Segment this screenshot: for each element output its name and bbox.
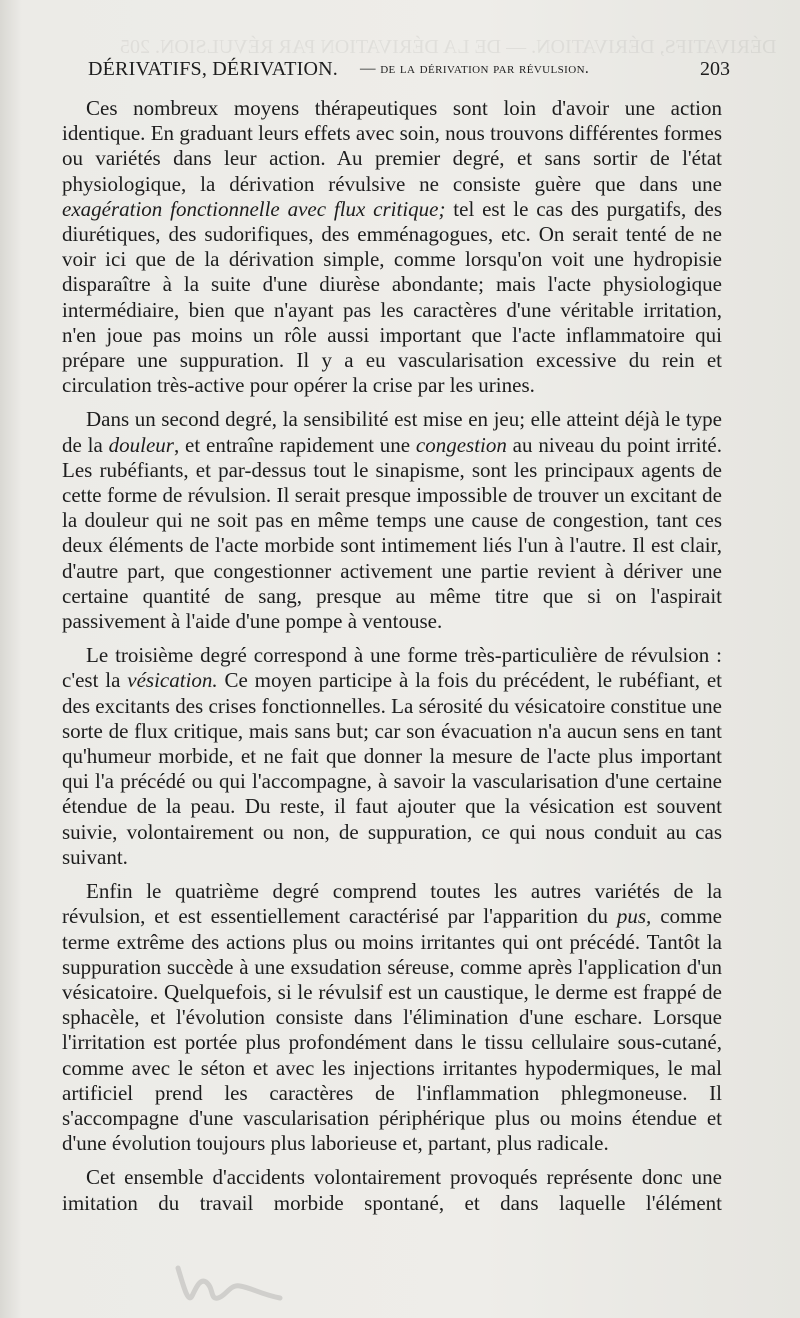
paragraph-4 — [62, 879, 722, 1156]
paragraph-2-text-c: au niveau du point irrité. Les rubéfiants, et par-dessus tout le sinapisme, sont les principaux agents de cette forme de révulsion. Il serait presque impossible de trouver un excitant de la douleur qui ne soit pas en même temps une cause de congestion, tant ces deux éléments de l'acte morbide sont intimement liés l'un à l'autre. Il est clair, d'autre part, que congestionner activement une partie revient à dériver une certaine quantité de sang, presque au même titre que si on l'aspirait passivement à l'aide d'une pompe à ventouse. — [62, 432, 722, 634]
page-number: 203 — [700, 58, 730, 80]
paragraph-2-italic-b: congestion — [415, 432, 507, 457]
paragraph-1-italic: exagération fonctionnelle avec flux critique; — [62, 196, 446, 221]
header-subtitle — [360, 60, 589, 78]
paragraph-2 — [62, 407, 722, 634]
paragraph-4-text-a: Enfin le quatrième degré comprend toutes les autres variétés de la révulsion, et est essentiellement caractérisé par l'apparition du — [62, 879, 722, 929]
paragraph-2-italic-a: douleur — [108, 432, 174, 457]
pencil-mark — [170, 1248, 290, 1308]
paragraph-1-text-b: tel est le cas des purgatifs, des diurétiques, des sudorifiques, des emménagogues, etc. On serait tenté de ne voir ici que de la dérivation simple, comme lorsqu'on voit une hydropisie disparaître à la suite d'une diurèse abondante; mais l'acte physiologique intermédiaire, bien que n'ayant pas les caractères d'une véritable irritation, n'en joue pas moins un rôle aussi important que l'acte inflammatoire qui prépare une suppuration. Il y a eu vascularisation excessive du rein et circulation très-active pour opérer la crise par les urines. — [62, 196, 723, 398]
paragraph-3-text-b: Ce moyen participe à la fois du précédent, le rubéfiant, et des excitants des crises fonctionnelles. La sérosité du vésicatoire constitue une sorte de flux critique, mais sans but; car son évacuation n'a aucun sens en tant qu'humeur morbide, et ne fait que donner la mesure de l'acte plus important qui l'a précédé ou qui l'accompagne, à savoir la vascularisation d'une certaine étendue de la peau. Du reste, il faut ajouter que la vésication est souvent suivie, volontairement ou non, de suppuration, ce qui nous conduit au cas suivant. — [62, 668, 722, 869]
paragraph-1-text-a: Ces nombreux moyens thérapeutiques sont loin d'avoir une action identique. En graduant leurs effets avec soin, nous trouvons différentes formes ou variétés dans leur action. Au premier degré, et sans sortir de l'état physiologique, la dérivation révulsive ne consiste guère que dans une — [62, 96, 722, 196]
paragraph-2-text-b: , et entraîne rapidement une — [173, 432, 416, 457]
body-text — [62, 96, 722, 1225]
paragraph-3-text-a: Le troisième degré correspond à une forme très-particulière de révulsion : c'est la — [62, 643, 722, 693]
paragraph-5 — [62, 1165, 722, 1215]
paragraph-3 — [62, 643, 722, 870]
paragraph-3-italic: vésication. — [127, 668, 218, 693]
bleed-through-header: DÉRIVATIFS, DÉRIVATION. — DE LA DÉRIVATION PAR RÉVULSION. 205 — [120, 36, 777, 58]
paragraph-1 — [62, 96, 722, 398]
paragraph-5-text: Cet ensemble d'accidents volontairement provoqués représente donc une imitation du travail morbide spontané, et dans laquelle l'élément — [62, 1165, 722, 1215]
paragraph-4-text-b: comme terme extrême des actions plus ou moins irritantes qui ont précédé. Tantôt la suppuration succède à une exsudation séreuse, comme après l'application d'un vésicatoire. Quelquefois, si le révulsif est un caustique, le derme est frappé de sphacèle, et l'évolution consiste dans l'élimination d'une eschare. Lorsque l'irritation est portée plus profondément dans le tissu cellulaire sous-cutané, comme avec le séton et avec les injections irritantes hypodermiques, le mal artificiel prend les caractères de l'inflammation phlegmoneuse. Il s'accompagne d'une vascularisation périphérique plus ou moins étendue et d'une évolution toujours plus laborieuse et, partant, plus radicale. — [62, 904, 723, 1156]
header-title: DÉRIVATIFS, DÉRIVATION. — [88, 58, 338, 80]
header-subtitle-text: de la dérivation par révulsion. — [380, 60, 590, 77]
header-dash: — — [360, 60, 376, 77]
paragraph-2-text-a: Dans un second degré, la sensibilité est mise en jeu; elle atteint déjà le type de la — [62, 407, 722, 457]
running-header — [88, 58, 730, 88]
paragraph-4-italic: pus, — [616, 904, 652, 929]
